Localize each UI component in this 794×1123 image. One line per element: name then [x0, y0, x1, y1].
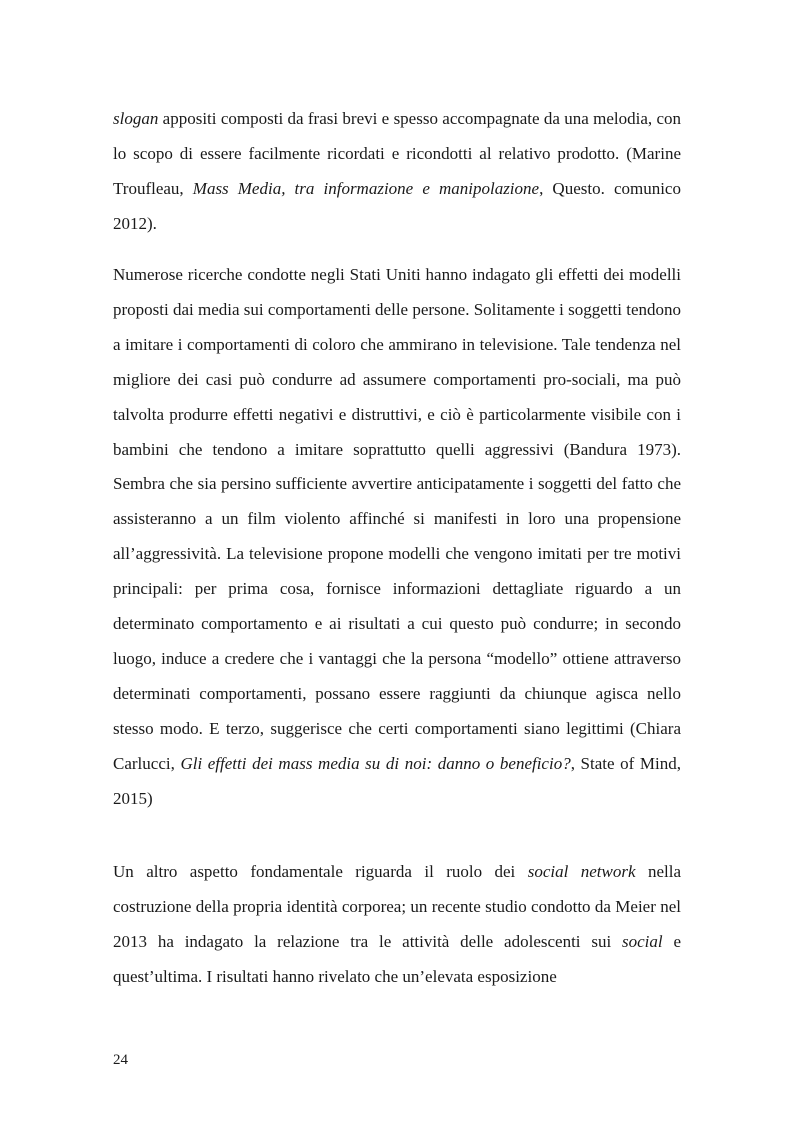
paragraph-social-network: [113, 855, 681, 995]
citation-source: , Questo. comunico 2012).: [113, 178, 681, 233]
paragraph-text: Numerose ricerche condotte negli Stati Uniti hanno indagato gli effetti dei modelli proposti dai media sui comportamenti delle persone. Solitamente i soggetti tendono a imitare i comportamenti di coloro che ammirano in televisione. Tale tendenza nel migliore dei casi può condurre ad assumere comportamenti pro-sociali, ma può talvolta produrre effetti negativi e distruttivi, e ciò è particolarmente visibile con i bambini che tendono a imitare soprattutto quelli aggressivi (Bandura 1973). Sembra che sia persino sufficiente avvertire anticipatamente i soggetti del fatto che assisteranno a un film violento affinché si manifesti in loro una propensione all’aggressività. La televisione propone modelli che vengono imitati per tre motivi principali: per prima cosa, fornisce informazioni dettagliate riguardo a un determinato comportamento e ai risultati a cui questo può condurre; in secondo luogo, induce a credere che i vantaggi che la persona “modello” ottiene attraverso determinati comportamenti, possano essere raggiunti da chiunque agisca nello stesso modo. E terzo, suggerisce che certi comportamenti siano legittimi (Chiara Carlucci,: [113, 265, 681, 773]
paragraph-text: e quest’ultima. I risultati hanno rivelato che un’elevata esposizione: [113, 931, 681, 986]
paragraph-research: [113, 258, 681, 817]
paragraph-slogan: [113, 102, 681, 242]
paragraph-text: Un altro aspetto fondamentale riguarda il ruolo dei: [113, 862, 528, 881]
italic-social: social: [622, 931, 663, 951]
paragraph-text: nella costruzione della propria identità corporea; un recente studio condotto da Meier nel 2013 ha indagato la relazione tra le attività delle adolescenti sui: [113, 862, 681, 951]
page-number: 24: [113, 1052, 128, 1068]
citation-source: , State of Mind, 2015): [113, 753, 681, 808]
citation-title: Gli effetti dei mass media su di noi: danno o beneficio?: [180, 753, 571, 773]
citation-title: Mass Media, tra informazione e manipolazione: [192, 178, 540, 198]
italic-slogan: slogan: [113, 109, 159, 128]
paragraph-text: appositi composti da frasi brevi e spesso accompagnate da una melodia, con lo scopo di essere facilmente ricordati e ricondotti al relativo prodotto. (Marine Troufleau,: [113, 109, 681, 198]
italic-social-network: social network: [527, 862, 636, 881]
